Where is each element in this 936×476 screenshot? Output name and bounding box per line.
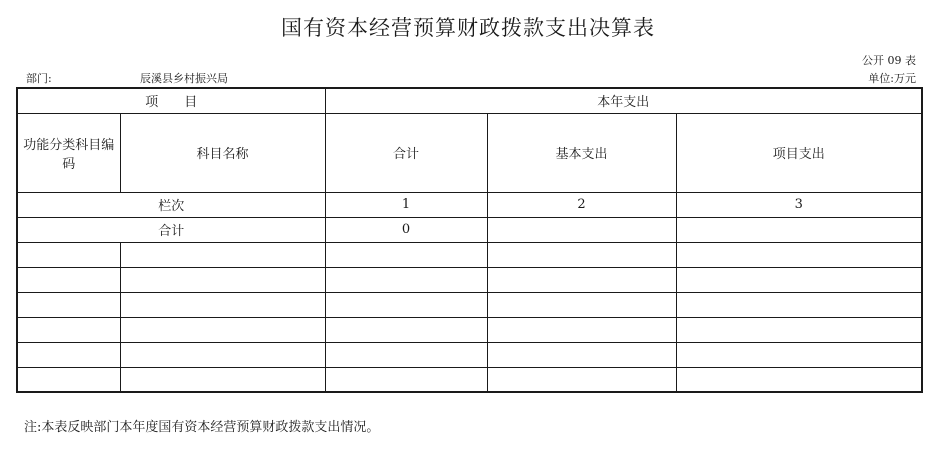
table-cell — [17, 367, 120, 392]
table-cell — [120, 292, 325, 317]
table-cell — [120, 367, 325, 392]
column-index-label: 栏次 — [17, 192, 325, 217]
table-cell — [325, 292, 487, 317]
name-column-header: 科目名称 — [120, 113, 325, 192]
table-cell — [487, 242, 676, 267]
table-cell — [325, 367, 487, 392]
table-cell — [676, 292, 922, 317]
expenditure-table — [16, 87, 923, 393]
table-cell — [487, 267, 676, 292]
total-row-cell — [487, 217, 676, 242]
table-cell — [325, 317, 487, 342]
table-cell — [120, 317, 325, 342]
item-header: 项 目 — [17, 88, 325, 113]
table-cell — [487, 342, 676, 367]
table-cell — [676, 267, 922, 292]
basic-column-header: 基本支出 — [487, 113, 676, 192]
table-cell — [676, 342, 922, 367]
footnote: 注:本表反映部门本年度国有资本经营预算财政拨款支出情况。 — [24, 420, 380, 435]
table-cell — [120, 342, 325, 367]
table-row — [17, 342, 922, 367]
total-row-cell — [676, 217, 922, 242]
table-cell — [676, 317, 922, 342]
project-column-header: 项目支出 — [676, 113, 922, 192]
table-row — [17, 367, 922, 392]
column-index-row — [17, 192, 922, 217]
table-cell — [325, 242, 487, 267]
table-cell — [325, 267, 487, 292]
current-year-header: 本年支出 — [325, 88, 922, 113]
table-row — [17, 242, 922, 267]
header-row-2 — [17, 113, 922, 192]
table-row — [17, 267, 922, 292]
form-number: 公开 09 表 — [862, 54, 916, 67]
table-cell — [325, 342, 487, 367]
code-column-header: 功能分类科目编码 — [17, 113, 120, 192]
department-label: 部门: — [26, 72, 52, 85]
total-row-cell: 0 — [325, 217, 487, 242]
table-cell — [17, 292, 120, 317]
header-row-1 — [17, 88, 922, 113]
table-row — [17, 292, 922, 317]
total-row-label: 合计 — [17, 217, 325, 242]
table-cell — [17, 317, 120, 342]
table-cell — [17, 267, 120, 292]
table-cell — [676, 242, 922, 267]
table-cell — [17, 342, 120, 367]
column-index-cell: 3 — [676, 192, 922, 217]
total-row — [17, 217, 922, 242]
unit-label: 单位:万元 — [868, 72, 916, 85]
table-cell — [120, 267, 325, 292]
table-cell — [487, 367, 676, 392]
table-cell — [487, 292, 676, 317]
page-title: 国有资本经营预算财政拨款支出决算表 — [281, 16, 655, 40]
table-row — [17, 317, 922, 342]
department-name: 辰溪县乡村振兴局 — [140, 72, 228, 85]
total-column-header: 合计 — [325, 113, 487, 192]
table-cell — [676, 367, 922, 392]
column-index-cell: 1 — [325, 192, 487, 217]
column-index-cell: 2 — [487, 192, 676, 217]
table-cell — [17, 242, 120, 267]
table-cell — [487, 317, 676, 342]
table-cell — [120, 242, 325, 267]
data-rows — [17, 242, 922, 392]
